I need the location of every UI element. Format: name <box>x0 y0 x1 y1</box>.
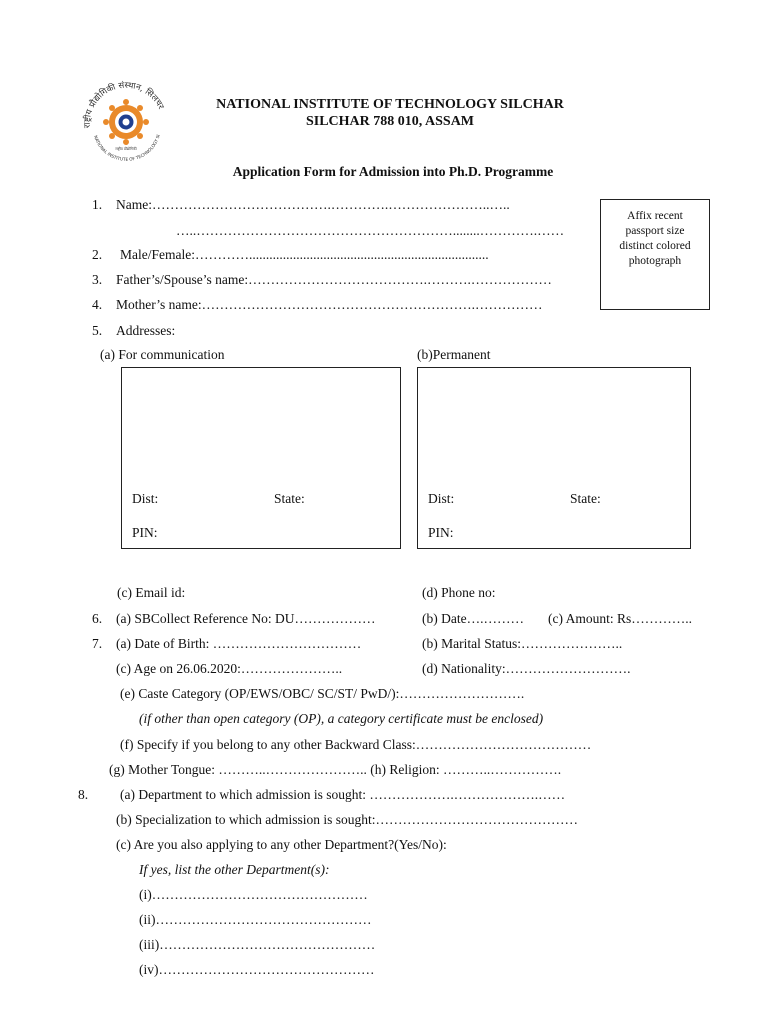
mother-name-field[interactable]: Mother’s name:…………………………………………………….…………… <box>116 297 543 312</box>
permanent-address-box[interactable] <box>417 367 691 549</box>
caste-category-field[interactable]: (e) Caste Category (OP/EWS/OBC/ SC/ST/ PwD/):………………………. <box>120 686 525 701</box>
photo-box-line: Affix recent <box>627 210 683 222</box>
logo-small-text: राष्ट्रीय प्रौद्योगिकी <box>115 147 137 151</box>
institute-logo <box>80 78 172 170</box>
communication-address-box[interactable] <box>121 367 401 549</box>
amount-field[interactable]: (c) Amount: Rs………….. <box>548 611 692 626</box>
item-number: 5. <box>92 323 103 338</box>
name-field[interactable]: Name:………………………………….………….…………………..….. <box>116 197 510 212</box>
specialization-field[interactable]: (b) Specialization to which admission is sought:……………………………………… <box>116 812 578 827</box>
photo-box[interactable] <box>600 199 710 310</box>
addresses-label: Addresses: <box>116 323 176 338</box>
backward-class-field[interactable]: (f) Specify if you belong to any other Backward Class:………………………………… <box>120 737 592 752</box>
permanent-address-label: (b)Permanent <box>417 347 491 362</box>
item-number: 2. <box>92 247 103 262</box>
state-label: State: <box>570 491 601 506</box>
other-department-line[interactable]: (ii)………………………………………… <box>139 912 372 927</box>
nationality-field[interactable]: (d) Nationality:………………………. <box>422 661 631 676</box>
payment-date-field[interactable]: (b) Date….……… <box>422 611 524 626</box>
logo-english-text: NATIONAL INSTITUTE OF TECHNOLOGY SI <box>92 134 162 163</box>
other-department-line[interactable]: (iii)………………………………………… <box>139 937 376 952</box>
gender-field[interactable]: Male/Female:…………....................................................................... <box>120 247 489 262</box>
dist-label: Dist: <box>428 491 455 506</box>
photo-box-line: photograph <box>628 255 682 267</box>
date-of-birth-field[interactable]: (a) Date of Birth: …………………………… <box>116 636 362 651</box>
pin-label: PIN: <box>428 525 454 540</box>
other-department-instruction: If yes, list the other Department(s): <box>139 862 330 877</box>
other-department-line[interactable]: (i)………………………………………… <box>139 887 368 902</box>
item-number: 7. <box>92 636 103 651</box>
item-number: 4. <box>92 297 103 312</box>
caste-certificate-note: (if other than open category (OP), a category certificate must be enclosed) <box>139 711 544 726</box>
dist-label: Dist: <box>132 491 159 506</box>
institute-address: SILCHAR 788 010, ASSAM <box>305 114 475 129</box>
other-department-line[interactable]: (iv)………………………………………… <box>139 962 375 977</box>
marital-status-field[interactable]: (b) Marital Status:………………….. <box>422 636 623 651</box>
institute-name: NATIONAL INSTITUTE OF TECHNOLOGY SILCHAR <box>216 97 564 112</box>
mother-tongue-religion-field[interactable]: (g) Mother Tongue: ………..………………….. (h) Religion: ………..……………. <box>109 762 562 777</box>
item-number: 1. <box>92 197 103 212</box>
item-number: 8. <box>78 787 89 802</box>
pin-label: PIN: <box>132 525 158 540</box>
form-title: Application Form for Admission into Ph.D. Programme <box>232 164 554 179</box>
sbcollect-reference-field[interactable]: (a) SBCollect Reference No: DU……………… <box>116 611 376 626</box>
other-department-question[interactable]: (c) Are you also applying to any other Department?(Yes/No): <box>116 837 447 852</box>
item-number: 6. <box>92 611 103 626</box>
age-field[interactable]: (c) Age on 26.06.2020:………………….. <box>116 661 343 676</box>
item-number: 3. <box>92 272 103 287</box>
email-field[interactable]: (c) Email id: <box>117 585 186 600</box>
communication-address-label: (a) For communication <box>100 347 225 362</box>
department-field[interactable]: (a) Department to which admission is sought: ……………….……………….…… <box>120 787 566 802</box>
logo-sun-emblem <box>103 99 149 145</box>
father-spouse-name-field[interactable]: Father’s/Spouse’s name:………………………………….……….……………… <box>116 272 552 287</box>
name-field-continued[interactable]: …..…………………………………………………........………….…… <box>176 223 565 238</box>
photo-box-line: distinct colored <box>619 240 691 252</box>
state-label: State: <box>274 491 305 506</box>
logo-hindi-text: राष्ट्रीय प्रौद्योगिकी संस्थान, सिलचर <box>82 80 166 129</box>
phone-field[interactable]: (d) Phone no: <box>422 585 496 600</box>
photo-box-line: passport size <box>625 225 685 237</box>
